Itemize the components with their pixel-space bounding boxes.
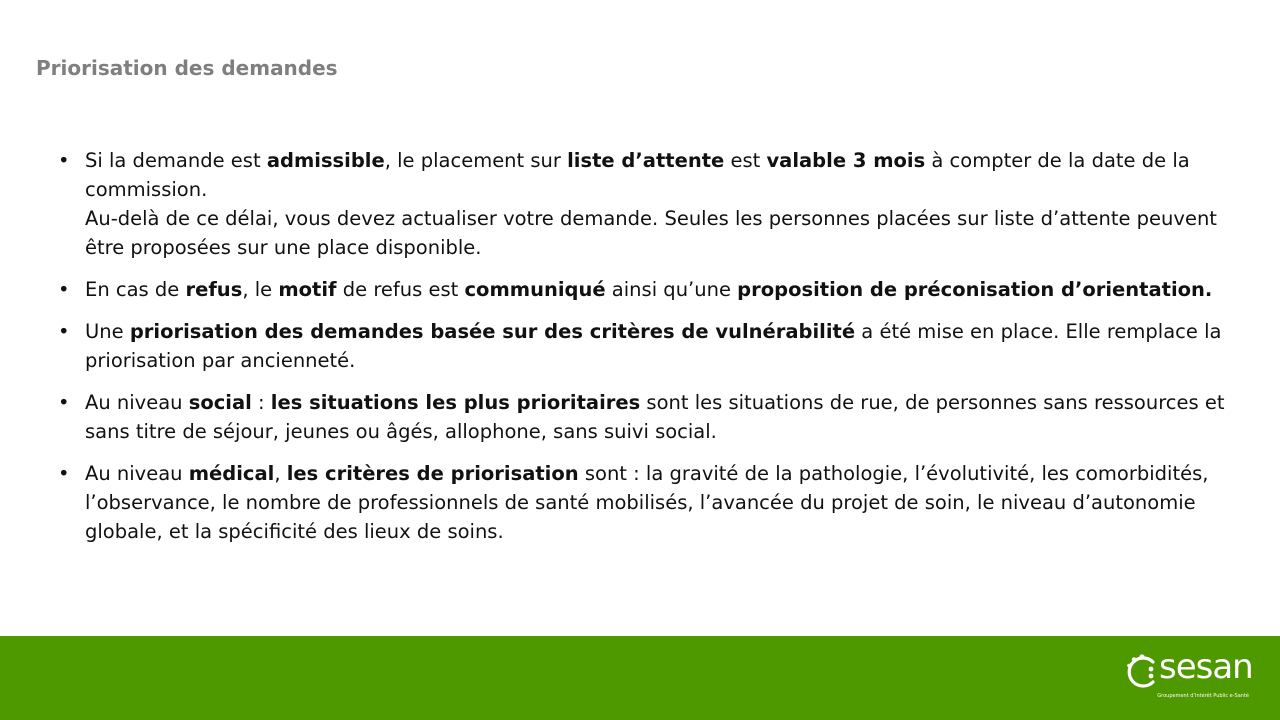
bullet-item	[58, 388, 1258, 446]
bullet-item	[58, 146, 1258, 262]
text-run: Si la demande est	[85, 149, 267, 172]
sesan-logo	[1123, 647, 1253, 703]
bold-text: médical	[188, 462, 275, 485]
logo-wordmark: sesan	[1159, 647, 1253, 687]
bold-text: social	[188, 391, 252, 414]
bold-text: valable 3 mois	[766, 149, 926, 172]
text-run: Une	[85, 320, 130, 343]
bullet-item	[58, 275, 1258, 304]
bold-text: priorisation des demandes basée sur des critères de vulnérabilité	[129, 320, 856, 343]
text-run: est	[724, 149, 767, 172]
text-run: , le placement sur	[384, 149, 568, 172]
bold-text: proposition de préconisation d’orientation.	[737, 278, 1213, 301]
footer-bar	[0, 636, 1280, 720]
sesan-logo-icon	[1123, 653, 1161, 691]
text-run: sont les situations de rue, de personnes sans ressources et sans titre de séjour, jeunes ou âgés, allophone, sans suivi social.	[85, 391, 1225, 443]
text-run: , le	[242, 278, 279, 301]
text-run: ,	[274, 462, 287, 485]
text-run: sont : la gravité de la pathologie, l’évolutivité, les comorbidités, l’observance, le nombre de professionnels de santé mobilisés, l’avancée du projet de soin, le niveau d’autonomie globale, et la spécificité des lieux de soins.	[85, 462, 1209, 543]
bold-text: motif	[278, 278, 337, 301]
page-title: Priorisation des demandes	[36, 56, 338, 80]
text-run: de refus est	[336, 278, 465, 301]
bold-text: liste d’attente	[567, 149, 725, 172]
text-run: ainsi qu’une	[605, 278, 738, 301]
text-run: Au niveau	[85, 462, 189, 485]
text-run: a été mise en place. Elle remplace la priorisation par ancienneté.	[85, 320, 1222, 372]
text-run: En cas de	[85, 278, 186, 301]
bold-text: les situations les plus prioritaires	[270, 391, 641, 414]
bullet-item	[58, 317, 1258, 375]
bold-text: les critères de priorisation	[286, 462, 579, 485]
text-run: :	[251, 391, 271, 414]
text-run: Au niveau	[85, 391, 189, 414]
bold-text: refus	[185, 278, 243, 301]
bullet-item	[58, 459, 1258, 546]
bold-text: communiqué	[464, 278, 606, 301]
bold-text: admissible	[266, 149, 385, 172]
text-run: Au-delà de ce délai, vous devez actualiser votre demande. Seules les personnes placées sur liste d’attente peuvent être proposées sur une place disponible.	[85, 207, 1217, 259]
bullet-list	[58, 146, 1258, 559]
logo-tagline: Groupement d’Intérêt Public e-Santé	[1157, 693, 1249, 699]
text-run: à compter de la date de la commission.	[85, 149, 1190, 201]
